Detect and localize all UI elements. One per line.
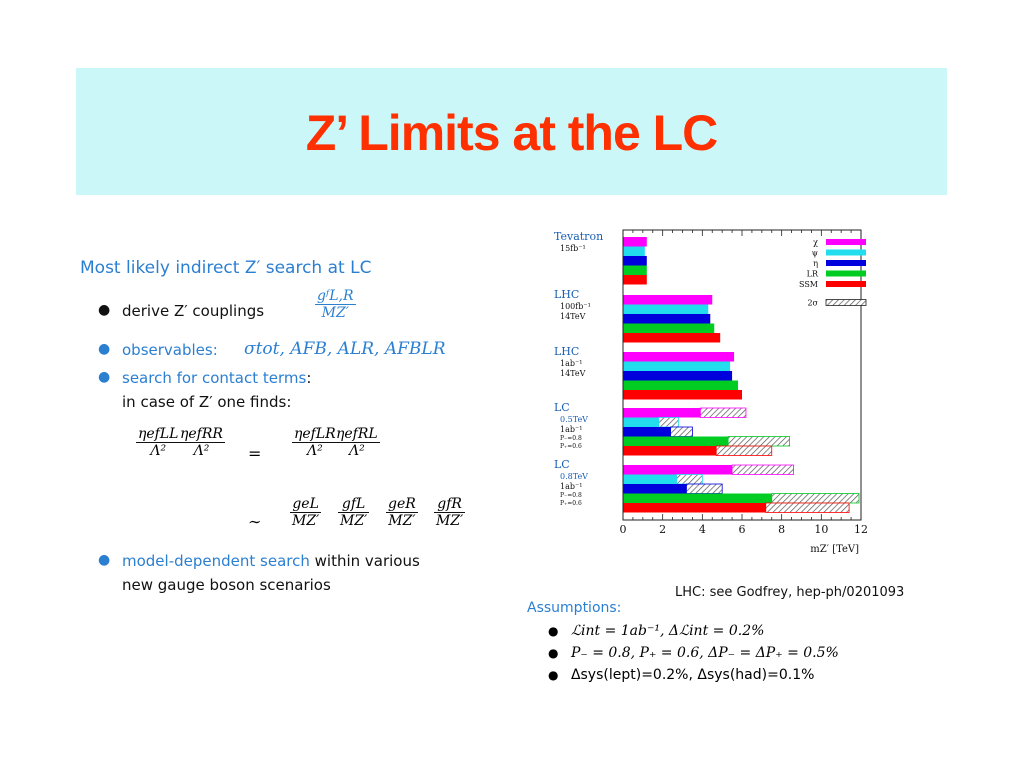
legend-label: η xyxy=(813,259,818,268)
reference-caption: LHC: see Godfrey, hep-ph/0201093 xyxy=(675,585,905,600)
bar-3-4 xyxy=(623,446,716,456)
x-tick-label: 10 xyxy=(814,523,829,536)
bullet-line2: in case of Z′ one finds: xyxy=(122,393,292,411)
legend-swatch xyxy=(826,260,866,266)
group-sublabel: P₊=0.6 xyxy=(560,500,582,507)
bar-3-0 xyxy=(623,408,700,418)
bullet-text: model-dependent search xyxy=(122,552,310,570)
bar-0-2 xyxy=(623,256,647,266)
hatched-bar-4-2 xyxy=(686,484,722,494)
bar-4-4 xyxy=(623,503,766,513)
legend-label: ψ xyxy=(811,248,818,258)
bar-2-0 xyxy=(623,352,734,362)
group-label: LC xyxy=(554,458,570,471)
assumption-item: ● ℒint = 1ab⁻¹, Δℒint = 0.2% xyxy=(548,623,765,639)
group-sublabel: 1ab⁻¹ xyxy=(560,359,583,368)
bullet-dot: ● xyxy=(98,302,111,318)
title-band xyxy=(76,68,947,195)
hatched-bar-3-0 xyxy=(700,408,746,418)
coupling-fraction: gᶠL,R MZ′ xyxy=(317,288,354,321)
legend-hatch-swatch xyxy=(826,300,866,306)
group-sublabel: 14TeV xyxy=(560,312,586,321)
bullet-text: derive Z′ couplings xyxy=(122,302,265,320)
x-tick-label: 4 xyxy=(698,523,706,536)
legend-swatch xyxy=(826,239,866,245)
bar-1-1 xyxy=(623,305,708,315)
bar-4-2 xyxy=(623,484,686,494)
group-sublabel: P₋=0.8 xyxy=(560,435,582,442)
bullet-text: search for contact terms xyxy=(122,369,307,387)
hatched-bar-3-1 xyxy=(659,418,679,428)
group-sublabel: P₊=0.6 xyxy=(560,443,582,450)
x-tick-label: 0 xyxy=(619,523,627,536)
bar-4-0 xyxy=(623,465,732,475)
x-tick-label: 6 xyxy=(738,523,746,536)
group-label: LC xyxy=(554,401,570,414)
group-sublabel: 100fb⁻¹ xyxy=(560,302,591,311)
group-sublabel: 1ab⁻¹ xyxy=(560,482,583,491)
observables-math: σtot, AFB, ALR, AFBLR xyxy=(244,339,446,359)
bullet-dot: ● xyxy=(98,341,111,357)
zprime-limits-chart xyxy=(548,222,878,562)
slide-title: Z’ Limits at the LC xyxy=(305,105,718,161)
assumption-item: ● Δsys(lept)=0.2%, Δsys(had)=0.1% xyxy=(548,667,815,683)
hatched-bar-3-2 xyxy=(671,427,693,437)
bar-0-3 xyxy=(623,266,647,276)
hatched-bar-3-4 xyxy=(716,446,772,456)
bar-4-3 xyxy=(623,494,772,504)
bullet-dot: ● xyxy=(98,552,111,568)
bullet-dot: ● xyxy=(98,369,111,385)
group-label: LHC xyxy=(554,345,580,358)
x-tick-label: 8 xyxy=(778,523,786,536)
x-tick-label: 2 xyxy=(659,523,667,536)
bar-0-4 xyxy=(623,275,647,285)
hatched-bar-4-1 xyxy=(677,475,703,485)
assumption-item: ● P₋ = 0.8, P₊ = 0.6, ΔP₋ = ΔP₊ = 0.5% xyxy=(548,645,839,661)
bar-2-4 xyxy=(623,390,742,400)
legend-swatch xyxy=(826,281,866,287)
bar-2-2 xyxy=(623,371,732,381)
bullet-line2: new gauge boson scenarios xyxy=(122,576,331,594)
hatched-bar-4-4 xyxy=(766,503,849,513)
bar-1-4 xyxy=(623,333,720,343)
x-axis-label: mZ′ [TeV] xyxy=(810,544,859,555)
legend-label: SSM xyxy=(798,280,818,289)
bar-1-2 xyxy=(623,314,710,324)
bar-1-3 xyxy=(623,324,714,334)
bar-4-1 xyxy=(623,475,677,485)
legend-label: LR xyxy=(806,269,818,279)
section-heading: Most likely indirect Z′ search at LC xyxy=(80,258,372,278)
group-sublabel: 15fb⁻¹ xyxy=(560,244,586,253)
bar-2-1 xyxy=(623,362,730,372)
legend-label: χ xyxy=(813,238,818,247)
x-tick-label: 12 xyxy=(854,523,868,536)
group-sublabel: P₋=0.8 xyxy=(560,492,582,499)
bar-2-3 xyxy=(623,381,738,391)
bar-3-3 xyxy=(623,437,728,447)
group-label: LHC xyxy=(554,288,580,301)
bar-3-1 xyxy=(623,418,659,428)
group-sublabel: 14TeV xyxy=(560,369,586,378)
legend-swatch xyxy=(826,250,866,256)
bar-1-0 xyxy=(623,295,712,305)
group-sublabel: 1ab⁻¹ xyxy=(560,425,583,434)
assumptions-heading: Assumptions: xyxy=(527,600,622,616)
legend-swatch xyxy=(826,271,866,277)
bullet-text: observables: xyxy=(122,341,218,359)
group-label: Tevatron xyxy=(554,230,604,243)
group-sublabel: 0.8TeV xyxy=(560,472,588,481)
bar-0-0 xyxy=(623,237,647,247)
hatched-bar-3-3 xyxy=(728,437,789,447)
bar-0-1 xyxy=(623,247,645,257)
group-sublabel: 0.5TeV xyxy=(560,415,588,424)
hatched-bar-4-3 xyxy=(772,494,859,504)
bar-3-2 xyxy=(623,427,671,437)
hatched-bar-4-0 xyxy=(732,465,793,475)
legend-label: 2σ xyxy=(807,298,818,308)
